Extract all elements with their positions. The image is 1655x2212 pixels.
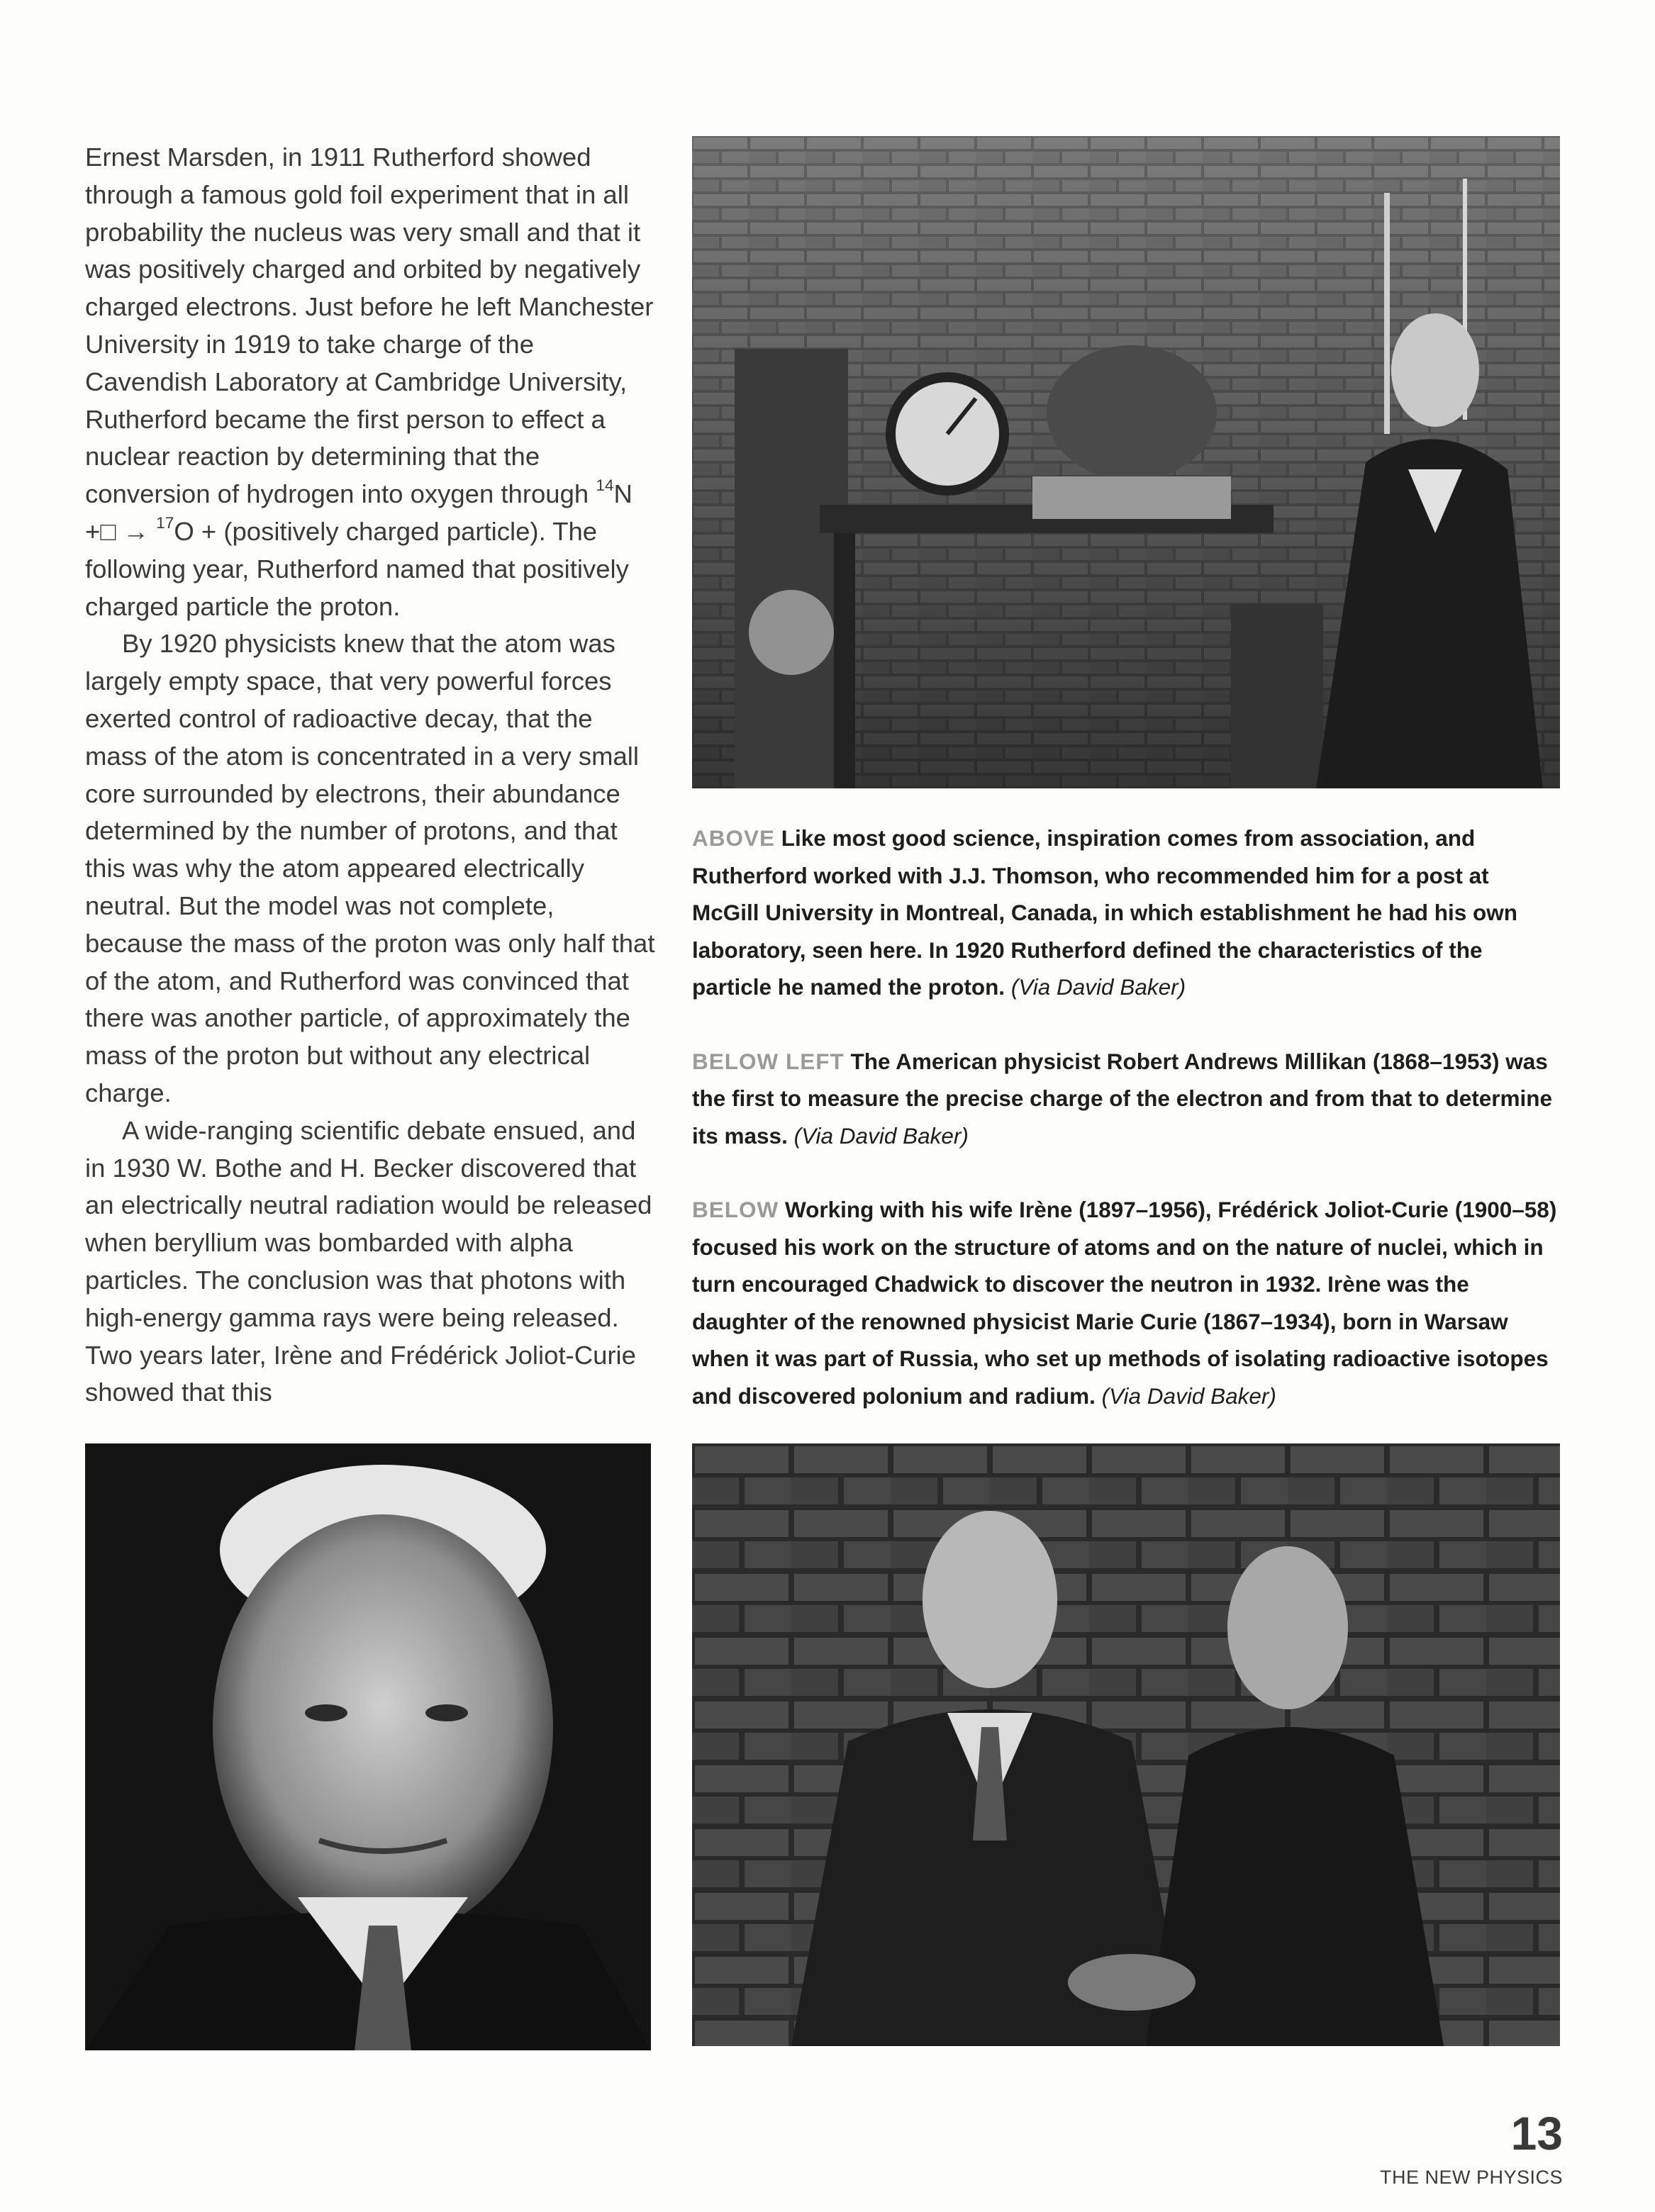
caption-above <box>692 820 1560 1006</box>
superscript: 14 <box>596 476 614 495</box>
photo-rutherford-laboratory <box>692 136 1560 788</box>
caption-text: Like most good science, inspiration comes from association, and Rutherford worked with J.J. Thomson, who recommended him for a post at McGill University in Montreal, Canada, in which establishment he had his own laboratory, seen here. In 1920 Rutherford defined the characteristics of the particle he named the proton. <box>692 825 1517 1000</box>
caption-column <box>692 820 1560 1451</box>
photo-credit: (Via David Baker) <box>793 1122 969 1149</box>
caption-below <box>692 1191 1560 1414</box>
body-paragraph-3: A wide-ranging scientific debate ensued, and in 1930 W. Bothe and H. Becker discovered that an electrically neutral radiation would be released when beryllium was bombarded with alpha particles. The conclusion was that photons with high-energy gamma rays were being released. Two years later, Irène and Frédérick Joliot-Curie showed that this <box>85 1115 652 1407</box>
body-paragraph-2: By 1920 physicists knew that the atom was largely empty space, that very powerful forces exerted control of radioactive decay, that the mass of the atom is concentrated in a very small core surrounded by electrons, their abundance determined by the number of protons, and that this was why the atom appeared electrically neutral. But the model was not complete, because the mass of the proton was only half that of the atom, and Rutherford was convinced that there was another particle, of approximately the mass of the proton but without any electrical charge. <box>85 629 655 1107</box>
caption-text: The American physicist Robert Andrews Millikan (1868–1953) was the first to measure the precise charge of the electron and from that to determine its mass. <box>692 1048 1553 1149</box>
photo-credit: (Via David Baker) <box>1010 974 1186 1000</box>
photo-joliot-curie <box>692 1443 1560 2046</box>
page-number: 13 <box>1510 2107 1563 2160</box>
caption-tag: BELOW <box>692 1197 779 1222</box>
body-paragraph-1 <box>85 139 657 625</box>
caption-text: Working with his wife Irène (1897–1956), Frédérick Joliot-Curie (1900–58) focused his work on the structure of atoms and on the nature of nuclei, which in turn encouraged Chadwick to discover the neutron in 1932. Irène was the daughter of the renowned physicist Marie Curie (1867–1934), born in Warsaw when it was part of Russia, who set up methods of isolating radioactive isotopes and discovered polonium and radium. <box>692 1197 1557 1409</box>
photo-credit: (Via David Baker) <box>1101 1382 1276 1409</box>
superscript: 17 <box>156 514 174 532</box>
photo-millikan-portrait <box>85 1443 651 2050</box>
body-text: O + (positively charged particle). The following year, Rutherford named that positively charged particle the proton. <box>85 516 629 621</box>
equation-text: N +□ → <box>85 479 633 546</box>
running-footer-title: THE NEW PHYSICS <box>1379 2167 1563 2188</box>
body-text-column <box>85 139 657 1412</box>
body-text: Ernest Marsden, in 1911 Rutherford showed through a famous gold foil experiment that in all probability the nucleus was very small and that it was positively charged and orbited by negatively charged electrons. Just before he left Manchester University in 1919 to take charge of the Cavendish Laboratory at Cambridge University, Rutherford became the first person to effect a nuclear reaction by determining that the conversion of hydrogen into oxygen through <box>85 143 654 509</box>
caption-tag: BELOW LEFT <box>692 1048 845 1074</box>
caption-below-left <box>692 1043 1560 1155</box>
caption-tag: ABOVE <box>692 825 776 851</box>
